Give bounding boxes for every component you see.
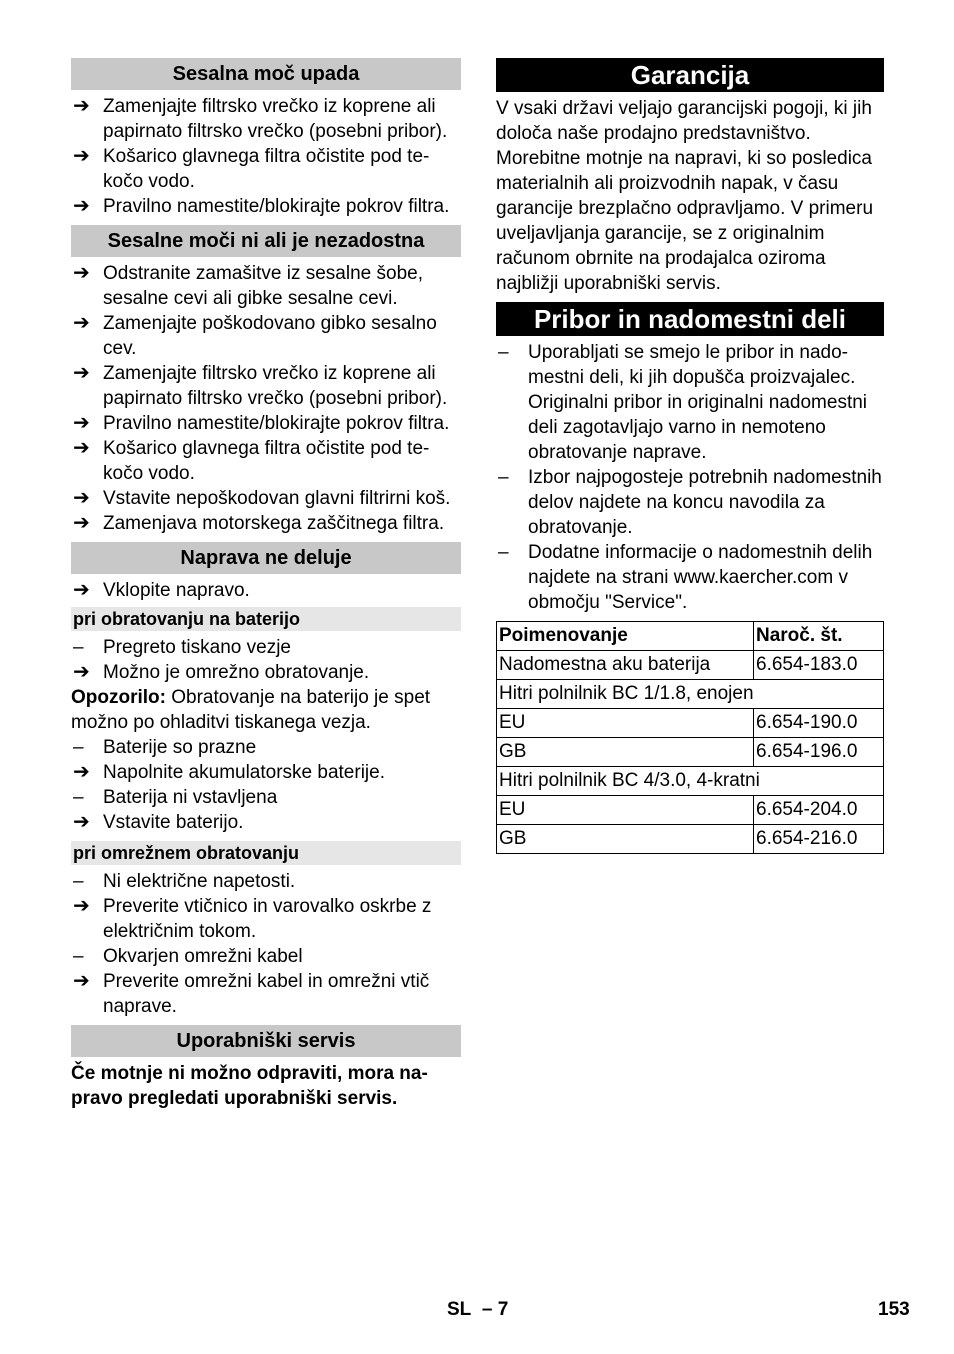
list-item: – Baterije so prazne [73, 737, 257, 758]
list-item: ➔ Preverite omrežni kabel in omrežni vtič naprave. [73, 970, 430, 1017]
arrow-right-icon: ➔ [73, 312, 90, 334]
list-item: – Uporabljati se smejo le pribor in nadomestni deli, ki jih dopušča proizvajalec. Originalni pribor in originalni nadomestni deli zagotavljajo varno in nemoteno obratovanje naprave. [498, 342, 868, 463]
list-item: – Ni električne napetosti. [73, 871, 296, 892]
arrow-right-icon: ➔ [73, 195, 90, 217]
warranty-text: V vsaki državi veljajo garancijski pogoji, ki jih določa naše prodajno predstavništvo. Morebitne motnje na napravi, ki so posledica materialnih ali proizvodnih napak, v času garancije brezplačno odpravljamo. V primeru uveljavljanja garancije, se z originalnim računom obrnite na prodajalca oziroma najbližji uporabniški servis. [496, 98, 874, 294]
table-cell: Hitri polnilnik BC 4/3.0, 4-kratni [497, 767, 884, 796]
table-row [497, 796, 884, 825]
subheading-battery-operation: pri obratovanju na baterijo [71, 607, 461, 631]
suction-drop-list [71, 94, 461, 219]
table-row [497, 651, 884, 680]
table-group-row [497, 767, 884, 796]
warning-note: Opozorilo: Obratovanje na baterijo je spet možno po ohladitvi tiskanega vezja. [71, 687, 431, 733]
column-header-name: Poimenovanje [497, 622, 754, 651]
arrow-right-icon: ➔ [73, 362, 90, 384]
list-item: ➔ Napolnite akumulatorske baterije. [73, 761, 385, 783]
arrow-right-icon: ➔ [73, 895, 90, 917]
list-item: ➔ Zamenjajte filtrsko vrečko iz koprene ali papirnato filtrsko vrečko (posebni pribor). [73, 95, 448, 142]
table-cell: 6.654-196.0 [754, 738, 884, 767]
list-item: ➔ Vstavite nepoškodovan glavni filtrirni koš. [73, 487, 451, 509]
dash-icon: – [73, 637, 84, 658]
section-heading-no-suction: Sesalne moči ni ali je nezadostna [71, 225, 461, 257]
list-item: ➔ Pravilno namestite/blokirajte pokrov filtra. [73, 195, 450, 217]
dash-icon: – [73, 787, 84, 808]
list-item: – Izbor najpogosteje potrebnih nadomestnih delov najdete na koncu navodila za obratovanje. [498, 467, 882, 538]
right-column [496, 58, 884, 854]
list-item: – Okvarjen omrežni kabel [73, 946, 303, 967]
list-item: – Baterija ni vstavljena [73, 787, 278, 808]
list-item: – Dodatne informacije o nadomestnih delih najdete na strani www.kaercher.com v območju "Service". [498, 542, 873, 613]
subheading-mains-operation: pri omrežnem obratovanju [71, 841, 461, 865]
section-heading-accessories: Pribor in nadomestni deli [496, 302, 884, 336]
arrow-right-icon: ➔ [73, 145, 90, 167]
table-cell: 6.654-216.0 [754, 825, 884, 854]
table-cell: 6.654-190.0 [754, 709, 884, 738]
dash-icon: – [73, 871, 84, 892]
arrow-right-icon: ➔ [73, 761, 90, 783]
table-cell: EU [497, 796, 754, 825]
dash-icon: – [73, 737, 84, 758]
table-cell: GB [497, 738, 754, 767]
arrow-right-icon: ➔ [73, 811, 90, 833]
table-cell: GB [497, 825, 754, 854]
left-column [71, 58, 461, 1111]
spare-parts-table [496, 621, 884, 854]
table-cell: 6.654-204.0 [754, 796, 884, 825]
list-item: ➔ Košarico glavnega filtra očistite pod tekočo vodo. [73, 145, 430, 192]
footer-language-code [447, 1297, 508, 1322]
table-header-row [497, 622, 884, 651]
list-item: ➔ Zamenjajte filtrsko vrečko iz koprene ali papirnato filtrsko vrečko (posebni pribor). [73, 362, 448, 409]
table-cell: 6.654-183.0 [754, 651, 884, 680]
table-cell: Hitri polnilnik BC 1/1.8, enojen [497, 680, 884, 709]
dash-icon: – [498, 342, 509, 363]
mains-operation-list [71, 869, 461, 1019]
section-heading-warranty: Garancija [496, 58, 884, 92]
not-working-list [71, 578, 461, 603]
table-cell: EU [497, 709, 754, 738]
list-item: ➔ Vstavite baterijo. [73, 811, 244, 833]
table-row [497, 738, 884, 767]
list-item: ➔ Vklopite napravo. [73, 579, 250, 601]
arrow-right-icon: ➔ [73, 262, 90, 284]
table-row [497, 825, 884, 854]
arrow-right-icon: ➔ [73, 661, 90, 683]
list-item: ➔ Pravilno namestite/blokirajte pokrov filtra. [73, 412, 450, 434]
table-group-row [497, 680, 884, 709]
section-page-number: – 7 [481, 1299, 509, 1320]
column-header-order-number: Naroč. št. [754, 622, 884, 651]
arrow-right-icon: ➔ [73, 970, 90, 992]
section-heading-customer-service: Uporabniški servis [71, 1025, 461, 1057]
customer-service-text: Če motnje ni možno odpraviti, mora napravo pregledati uporabniški servis. [71, 1063, 428, 1109]
table-cell: Nadomestna aku baterija [497, 651, 754, 680]
accessories-list [496, 340, 884, 615]
list-item: ➔ Zamenjava motorskega zaščitnega filtra. [73, 512, 445, 534]
list-item: ➔ Preverite vtičnico in varovalko oskrbe z električnim tokom. [73, 895, 432, 942]
dash-icon: – [498, 542, 509, 563]
battery-operation-list [71, 635, 461, 835]
warning-label: Opozorilo: [71, 687, 166, 708]
list-item: ➔ Odstranite zamašitve iz sesalne šobe, sesalne cevi ali gibke sesalne cevi. [73, 262, 423, 309]
section-heading-not-working: Naprava ne deluje [71, 542, 461, 574]
arrow-right-icon: ➔ [73, 95, 90, 117]
list-item: ➔ Možno je omrežno obratovanje. [73, 661, 370, 683]
table-row [497, 709, 884, 738]
arrow-right-icon: ➔ [73, 412, 90, 434]
no-suction-list [71, 261, 461, 536]
arrow-right-icon: ➔ [73, 437, 90, 459]
list-item: ➔ Košarico glavnega filtra očistite pod tekočo vodo. [73, 437, 430, 484]
section-heading-suction-drop: Sesalna moč upada [71, 58, 461, 90]
arrow-right-icon: ➔ [73, 579, 90, 601]
language-code: SL [447, 1299, 472, 1320]
list-item: – Pregreto tiskano vezje [73, 637, 291, 658]
arrow-right-icon: ➔ [73, 487, 90, 509]
dash-icon: – [73, 946, 84, 967]
dash-icon: – [498, 467, 509, 488]
footer-page-number: 153 [878, 1299, 910, 1320]
list-item: ➔ Zamenjajte poškodovano gibko sesalno cev. [73, 312, 437, 359]
arrow-right-icon: ➔ [73, 512, 90, 534]
